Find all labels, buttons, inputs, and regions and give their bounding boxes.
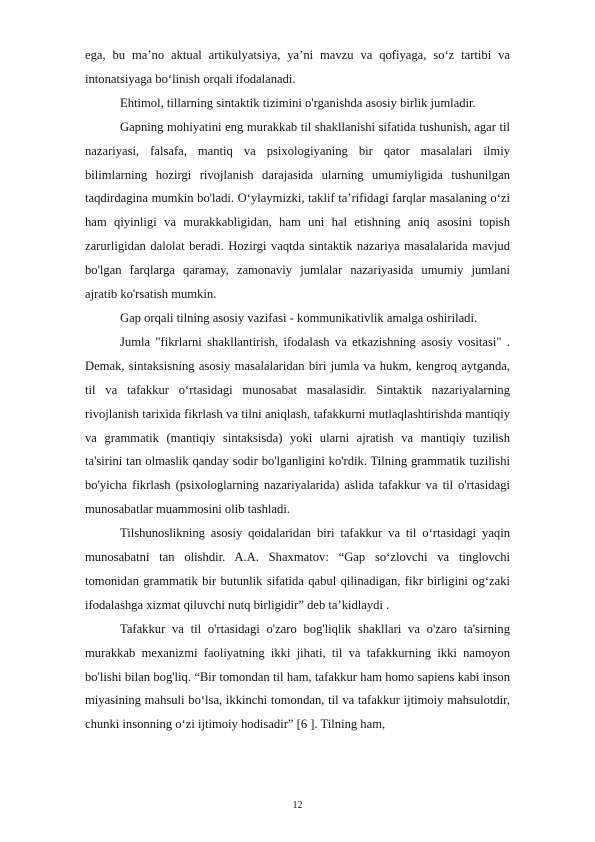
paragraph-basic-unit: Ehtimol, tillarning sintaktik tizimini o'rganishda asosiy birlik jumladir. bbox=[120, 95, 476, 110]
paragraph-shakhmatov-quote: Tilshunoslikning asosiy qoidalaridan biri tafakkur va til o‘rtasidagi yaqin munosabatni tan olishdir. A.A. Shaxmatov: “Gap so‘zlovchi va tinglovchi tomonidan grammatik bir butunlik sifatida qabul qilinadigan, fikr birligini og‘zaki ifodalashga xizmat qiluvchi nutq birligidir” deb ta’kidlaydi . bbox=[85, 526, 510, 612]
paragraph-sentence-essence: Gapning mohiyatini eng murakkab til shakllanishi sifatida tushunish, agar til nazariyasi, falsafa, mantiq va psixologiyaning bir qator masalalari ilmiy bilimlarning hozirgi rivojlanish darajasida ularning umumiyligida tushunilgan taqdirdagina mumkin bo'ladi. O‘ylaymizki, taklif ta’rifidagi farqlar masalaning o‘zi ham qiyinligi va murakkabligidan, ham uni hal etishning aniq asosini topish zarurligidan dalolat beradi. Hozirgi vaqtda sintaktik nazariya masalalarida mavjud bo'lgan farqlarga qaramay, zamonaviy jumlalar nazariyasida umumiy jumlani ajratib ko'rsatish mumkin. bbox=[85, 119, 510, 302]
paragraph-communicative-function: Gap orqali tilning asosiy vazifasi - kommunikativlik amalga oshiriladi. bbox=[120, 310, 478, 325]
paragraph-continuation: ega, bu ma’no aktual artikulyatsiya, ya’ni mavzu va qofiyaga, so‘z tartibi va intonatsiyaga bo‘linish orqali ifodalanadi. bbox=[85, 48, 510, 86]
paragraph-interrelation: Tafakkur va til o'rtasidagi o'zaro bog'liqlik shakllari va o'zaro ta'sirning murakkab mexanizmi faoliyatning ikki jihati, til va tafakkurning ikki namoyon bo'lishi bilan bog'liq. “Bir tomondan til ham, tafakkur ham homo sapiens kabi inson miyasining mahsuli bo‘lsa, ikkinchi tomondan, til va tafakkur ijtimoiy mahsulotdir, chunki insonning o‘zi ijtimoiy hodisadir” [6 ]. Tilning ham, bbox=[85, 621, 510, 732]
document-body bbox=[85, 44, 510, 737]
paragraph-thought-and-language: Jumla "fikrlarni shakllantirish, ifodalash va etkazishning asosiy vositasi" . Demak, sintaksisning asosiy masalalaridan biri jumla va hukm, kengroq aytganda, til va tafakkur o‘rtasidagi munosabat masalasidir. Sintaktik nazariyalarning rivojlanish tarixida fikrlash va tilni aniqlash, tafakkurni mutlaqlashtirishda mantiqiy va grammatik (mantiqiy sintaksisda) yoki ularni ajratish va mantiqiy tuzilish ta'sirini tan olmaslik qanday sodir bo'lganligini ko'rdik. Tilning grammatik tuzilishi bo'yicha fikrlash (psixologlarning nazariyalarida) aslida tafakkur va til o'rtasidagi munosabatlar muammosini olib tashladi. bbox=[85, 334, 510, 517]
page-number: 12 bbox=[292, 800, 303, 811]
